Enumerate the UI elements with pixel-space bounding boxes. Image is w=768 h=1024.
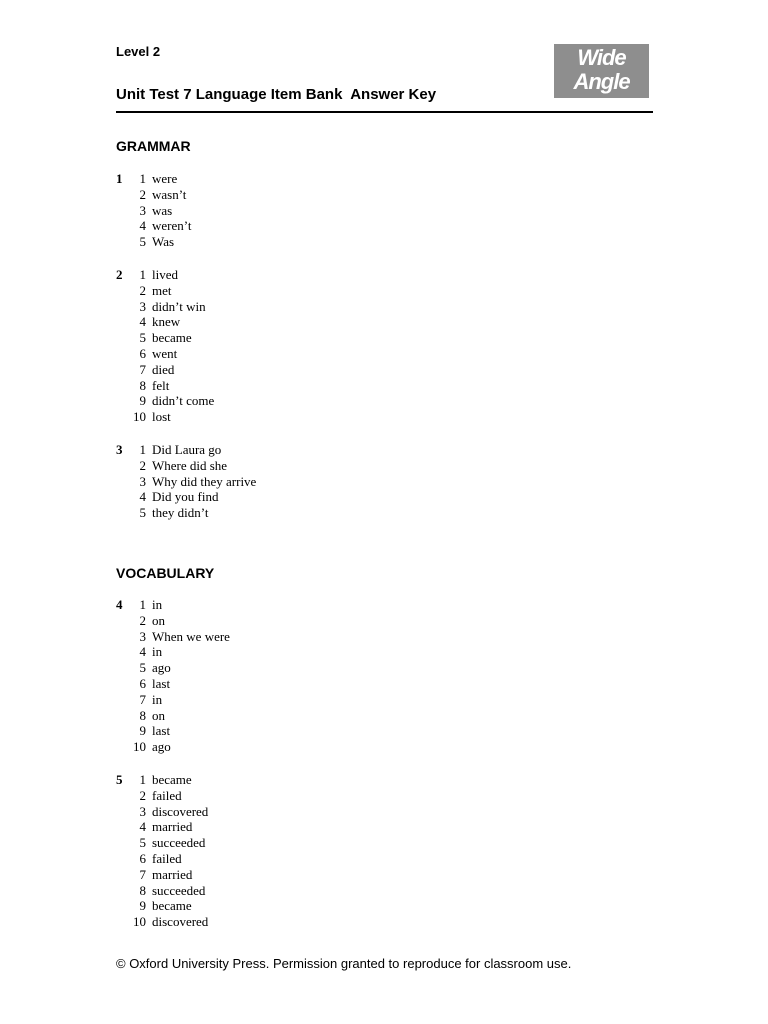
item-number: 1 <box>139 772 146 787</box>
item-number: 5 <box>139 835 146 851</box>
item-number: 5 <box>139 660 146 676</box>
grammar-heading: GRAMMAR <box>116 138 191 154</box>
item-number: 10 <box>133 739 146 755</box>
item-number: 9 <box>139 723 146 739</box>
answer-text: met <box>152 282 172 298</box>
answer-text: was <box>152 202 173 218</box>
item-number: 1 <box>139 267 146 282</box>
item-number: 9 <box>139 898 146 914</box>
answer-text: Where did she <box>152 457 228 473</box>
answer-text: lived <box>152 267 178 282</box>
answer-text: felt <box>152 377 170 393</box>
answer-text: When we were <box>152 628 230 644</box>
answer-text: failed <box>152 787 182 803</box>
answer-text: ago <box>152 739 171 755</box>
item-number: 2 <box>139 787 146 803</box>
item-number: 1 <box>139 597 146 612</box>
item-number: 3 <box>139 202 146 218</box>
answer-text: lost <box>152 409 171 425</box>
item-number: 8 <box>139 377 146 393</box>
item-number: 6 <box>139 850 146 866</box>
answer-text: they didn’t <box>152 505 209 521</box>
page-title: Unit Test 7 Language Item Bank Answer Key <box>116 86 437 103</box>
exercise-number: 1 <box>116 171 123 186</box>
answer-text: on <box>152 707 165 723</box>
item-number: 3 <box>139 298 146 314</box>
item-number: 8 <box>139 882 146 898</box>
answer-text: became <box>152 772 192 787</box>
answer-text: married <box>152 819 193 835</box>
answer-text: in <box>152 597 163 612</box>
item-number: 4 <box>139 314 146 330</box>
exercise-number: 3 <box>116 442 123 457</box>
answer-text: Was <box>152 234 175 250</box>
answer-text: on <box>152 612 165 628</box>
answer-text: failed <box>152 850 182 866</box>
answer-text: last <box>152 675 171 691</box>
item-number: 10 <box>133 409 146 425</box>
item-number: 1 <box>139 171 146 186</box>
answer-text: became <box>152 330 192 346</box>
logo-word-angle: Angle <box>573 69 630 94</box>
item-number: 2 <box>139 282 146 298</box>
answer-text: in <box>152 644 163 660</box>
vocabulary-heading: VOCABULARY <box>116 565 215 581</box>
item-number: 9 <box>139 393 146 409</box>
answer-text: discovered <box>152 914 209 930</box>
item-number: 3 <box>139 628 146 644</box>
answer-text: married <box>152 866 193 882</box>
answer-text: succeeded <box>152 882 206 898</box>
answer-text: didn’t win <box>152 298 206 314</box>
item-number: 8 <box>139 707 146 723</box>
answer-text: discovered <box>152 803 209 819</box>
exercise-number: 4 <box>116 597 123 612</box>
item-number: 4 <box>139 489 146 505</box>
header-divider <box>116 111 653 113</box>
answer-text: became <box>152 898 192 914</box>
exercise-number: 5 <box>116 772 123 787</box>
answer-text: in <box>152 691 163 707</box>
answer-text: Why did they arrive <box>152 473 257 489</box>
item-number: 4 <box>139 644 146 660</box>
item-number: 6 <box>139 675 146 691</box>
answer-text: ago <box>152 660 171 676</box>
answer-text: Did Laura go <box>152 442 222 457</box>
item-number: 5 <box>139 505 146 521</box>
level-label: Level 2 <box>116 44 161 59</box>
item-number: 3 <box>139 803 146 819</box>
item-number: 4 <box>139 218 146 234</box>
answer-text: died <box>152 361 175 377</box>
item-number: 1 <box>139 442 146 457</box>
answer-text: succeeded <box>152 835 206 851</box>
answer-text: didn’t come <box>152 393 215 409</box>
copyright-footer: © Oxford University Press. Permission granted to reproduce for classroom use. <box>116 956 572 971</box>
answer-text: weren’t <box>152 218 192 234</box>
item-number: 7 <box>139 691 146 707</box>
item-number: 4 <box>139 819 146 835</box>
item-number: 7 <box>139 361 146 377</box>
answer-text: last <box>152 723 171 739</box>
item-number: 5 <box>139 330 146 346</box>
item-number: 5 <box>139 234 146 250</box>
item-number: 6 <box>139 345 146 361</box>
answer-text: Did you find <box>152 489 219 505</box>
item-number: 2 <box>139 612 146 628</box>
answer-text: were <box>152 171 178 186</box>
exercise-number: 2 <box>116 267 123 282</box>
answer-text: knew <box>152 314 181 330</box>
logo-word-wide: Wide <box>577 45 626 70</box>
item-number: 3 <box>139 473 146 489</box>
item-number: 2 <box>139 457 146 473</box>
item-number: 7 <box>139 866 146 882</box>
answer-text: wasn’t <box>152 186 187 202</box>
answer-text: went <box>152 345 178 361</box>
wide-angle-logo <box>554 44 649 98</box>
item-number: 10 <box>133 914 146 930</box>
item-number: 2 <box>139 186 146 202</box>
